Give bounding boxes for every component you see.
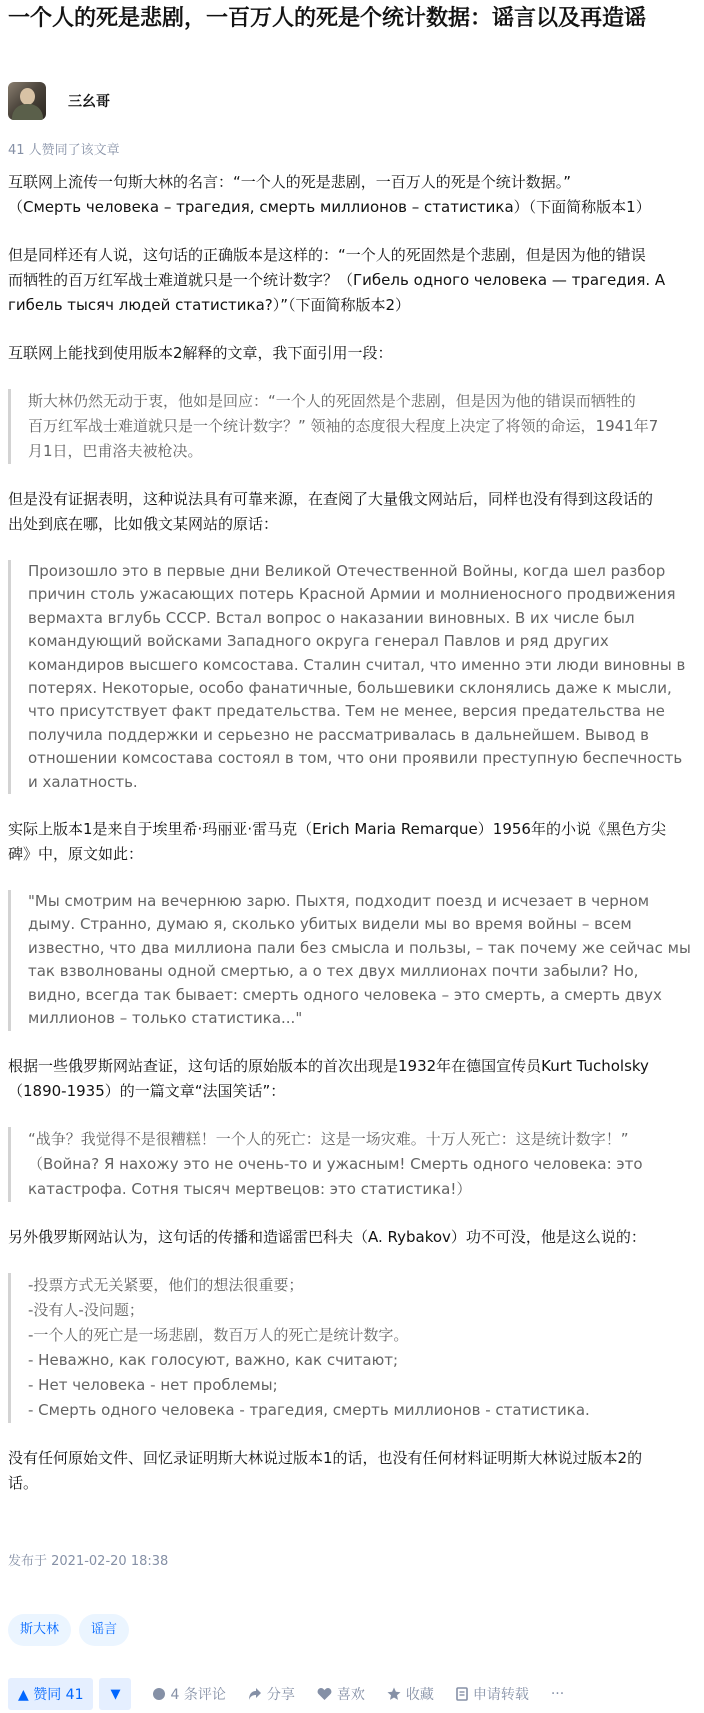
share-icon [248, 1687, 262, 1701]
repost-button[interactable]: 申请转载 [456, 1684, 529, 1704]
author-name[interactable]: 三幺哥 [68, 94, 110, 110]
more-button[interactable]: ··· [550, 1686, 565, 1702]
blockquote-rybakov: -投票方式无关紧要，他们的想法很重要； -没有人-没问题； -一个人的死亡是一场悲剧，数百万人的死亡是统计数字。 - Неважно, как голосуют, важно, как считают; - Нет человека - нет проблемы; - Смерть одного человека - трагедия, смерть миллионов - статистика. [8, 1273, 698, 1423]
blockquote: 斯大林仍然无动于衷，他如是回应：“一个人的死固然是个悲剧，但是因为他的错误而牺牲的 百万红军战士难道就只是一个统计数字？” 领袖的态度很大程度上决定了将领的命运，1941年7 月1日，巴甫洛夫被枪决。 [8, 389, 698, 464]
blockquote-russian: Произошло это в первые дни Великой Отечественной Войны, когда шел разбор причин столь ужасающих потерь Красной Армии и молниеносного продвижения вермахта вглубь СССР. Встал вопрос о наказании виновных. В их числе был командующий войсками Западного округа генерал Павлов и ряд других командиров высшего комсостава. Сталин считал, что именно эти люди виновны в потерях. Некоторые, особо фанатичные, большевики склонялись даже к мысли, что присутствует факт предательства. Тем не менее, версия предательства не получила поддержки и серьезно не рассматривалась в дальнейшем. Вывод в отношении комсостава состоял в том, что они проявили преступную беспечность и халатность. [8, 560, 698, 794]
tag-list [8, 1614, 129, 1646]
blockquote-tucholsky: “战争？我觉得不是很糟糕！一个人的死亡：这是一场灾难。十万人死亡：这是统计数字！” （Война? Я нахожу это не очень-то и ужасным! Смерть одного человека: это катастрофа. Сотня тысяч мертвецов: это статистика!） [8, 1127, 698, 1202]
star-icon [387, 1687, 401, 1701]
paragraph: 但是同样还有人说，这句话的正确版本是这样的：“一个人的死固然是个悲剧，但是因为他的错误 而牺牲的百万红军战士难道就只是一个统计数字？（Гибель одного человека — трагедия. А гибель тысяч людей статистика?）”（下面简称版本2） [8, 246, 666, 314]
author-info [8, 82, 110, 120]
likes-count[interactable]: 41 人赞同了该文章 [8, 143, 120, 158]
share-button[interactable]: 分享 [248, 1684, 295, 1704]
article-content [8, 170, 698, 1496]
blockquote-remarque: "Мы смотрим на вечернюю зарю. Пыхтя, подходит поезд и исчезает в черном дыму. Странно, думаю я, сколько убитых видели мы во время войны – всем известно, что два миллиона пали без смысла и пользы, – так почему же сейчас мы так взволнованы одной смертью, а о тех двух миллионах почти забыли? Но, видно, всегда так бывает: смерть одного человека – это смерть, а смерть двух миллионов – только статистика..." [8, 890, 698, 1030]
avatar[interactable] [8, 82, 46, 120]
paragraph: 实际上版本1是来自于埃里希·玛丽亚·雷马克（Erich Maria Remarque）1956年的小说《黑色方尖 碑》中，原文如此： [8, 820, 666, 864]
downvote-button[interactable]: ▼ [99, 1678, 131, 1710]
paragraph: 根据一些俄罗斯网站查证，这句话的原始版本的首次出现是1932年在德国宣传员Kurt Tucholsky （1890-1935）的一篇文章“法国笑话”： [8, 1056, 649, 1100]
tag-stalin[interactable]: 斯大林 [8, 1614, 71, 1646]
favorite-button[interactable]: 收藏 [387, 1684, 434, 1704]
heart-icon [317, 1687, 332, 1701]
comment-icon [153, 1688, 165, 1700]
action-bar [8, 1678, 564, 1710]
paragraph: 互联网上流传一句斯大林的名言：“一个人的死是悲剧，一百万人的死是个统计数据。” （Смерть человека – трагедия, смерть миллионов – статистика）（下面简称版本1） [8, 173, 651, 216]
article-title: 一个人的死是悲剧，一百万人的死是个统计数据：谣言以及再造谣 [8, 6, 647, 31]
publish-date: 发布于 2021-02-20 18:38 [8, 1554, 169, 1569]
paragraph: 互联网上能找到使用版本2解释的文章，我下面引用一段： [8, 344, 393, 362]
paragraph: 没有任何原始文件、回忆录证明斯大林说过版本1的话，也没有任何材料证明斯大林说过版本2的 话。 [8, 1448, 643, 1492]
tag-rumor[interactable]: 谣言 [79, 1614, 129, 1646]
like-button[interactable]: 喜欢 [317, 1684, 365, 1704]
paragraph: 另外俄罗斯网站认为，这句话的传播和造谣雷巴科夫（A. Rybakov）功不可没，他是这么说的： [8, 1227, 646, 1246]
document-icon [456, 1687, 468, 1701]
paragraph: 但是没有证据表明，这种说法具有可靠来源，在查阅了大量俄文网站后，同样也没有得到这段话的 出处到底在哪，比如俄文某网站的原话： [8, 490, 654, 533]
upvote-button[interactable]: ▲ 赞同 41 [8, 1678, 93, 1710]
comments-button[interactable]: 4 条评论 [153, 1684, 225, 1704]
